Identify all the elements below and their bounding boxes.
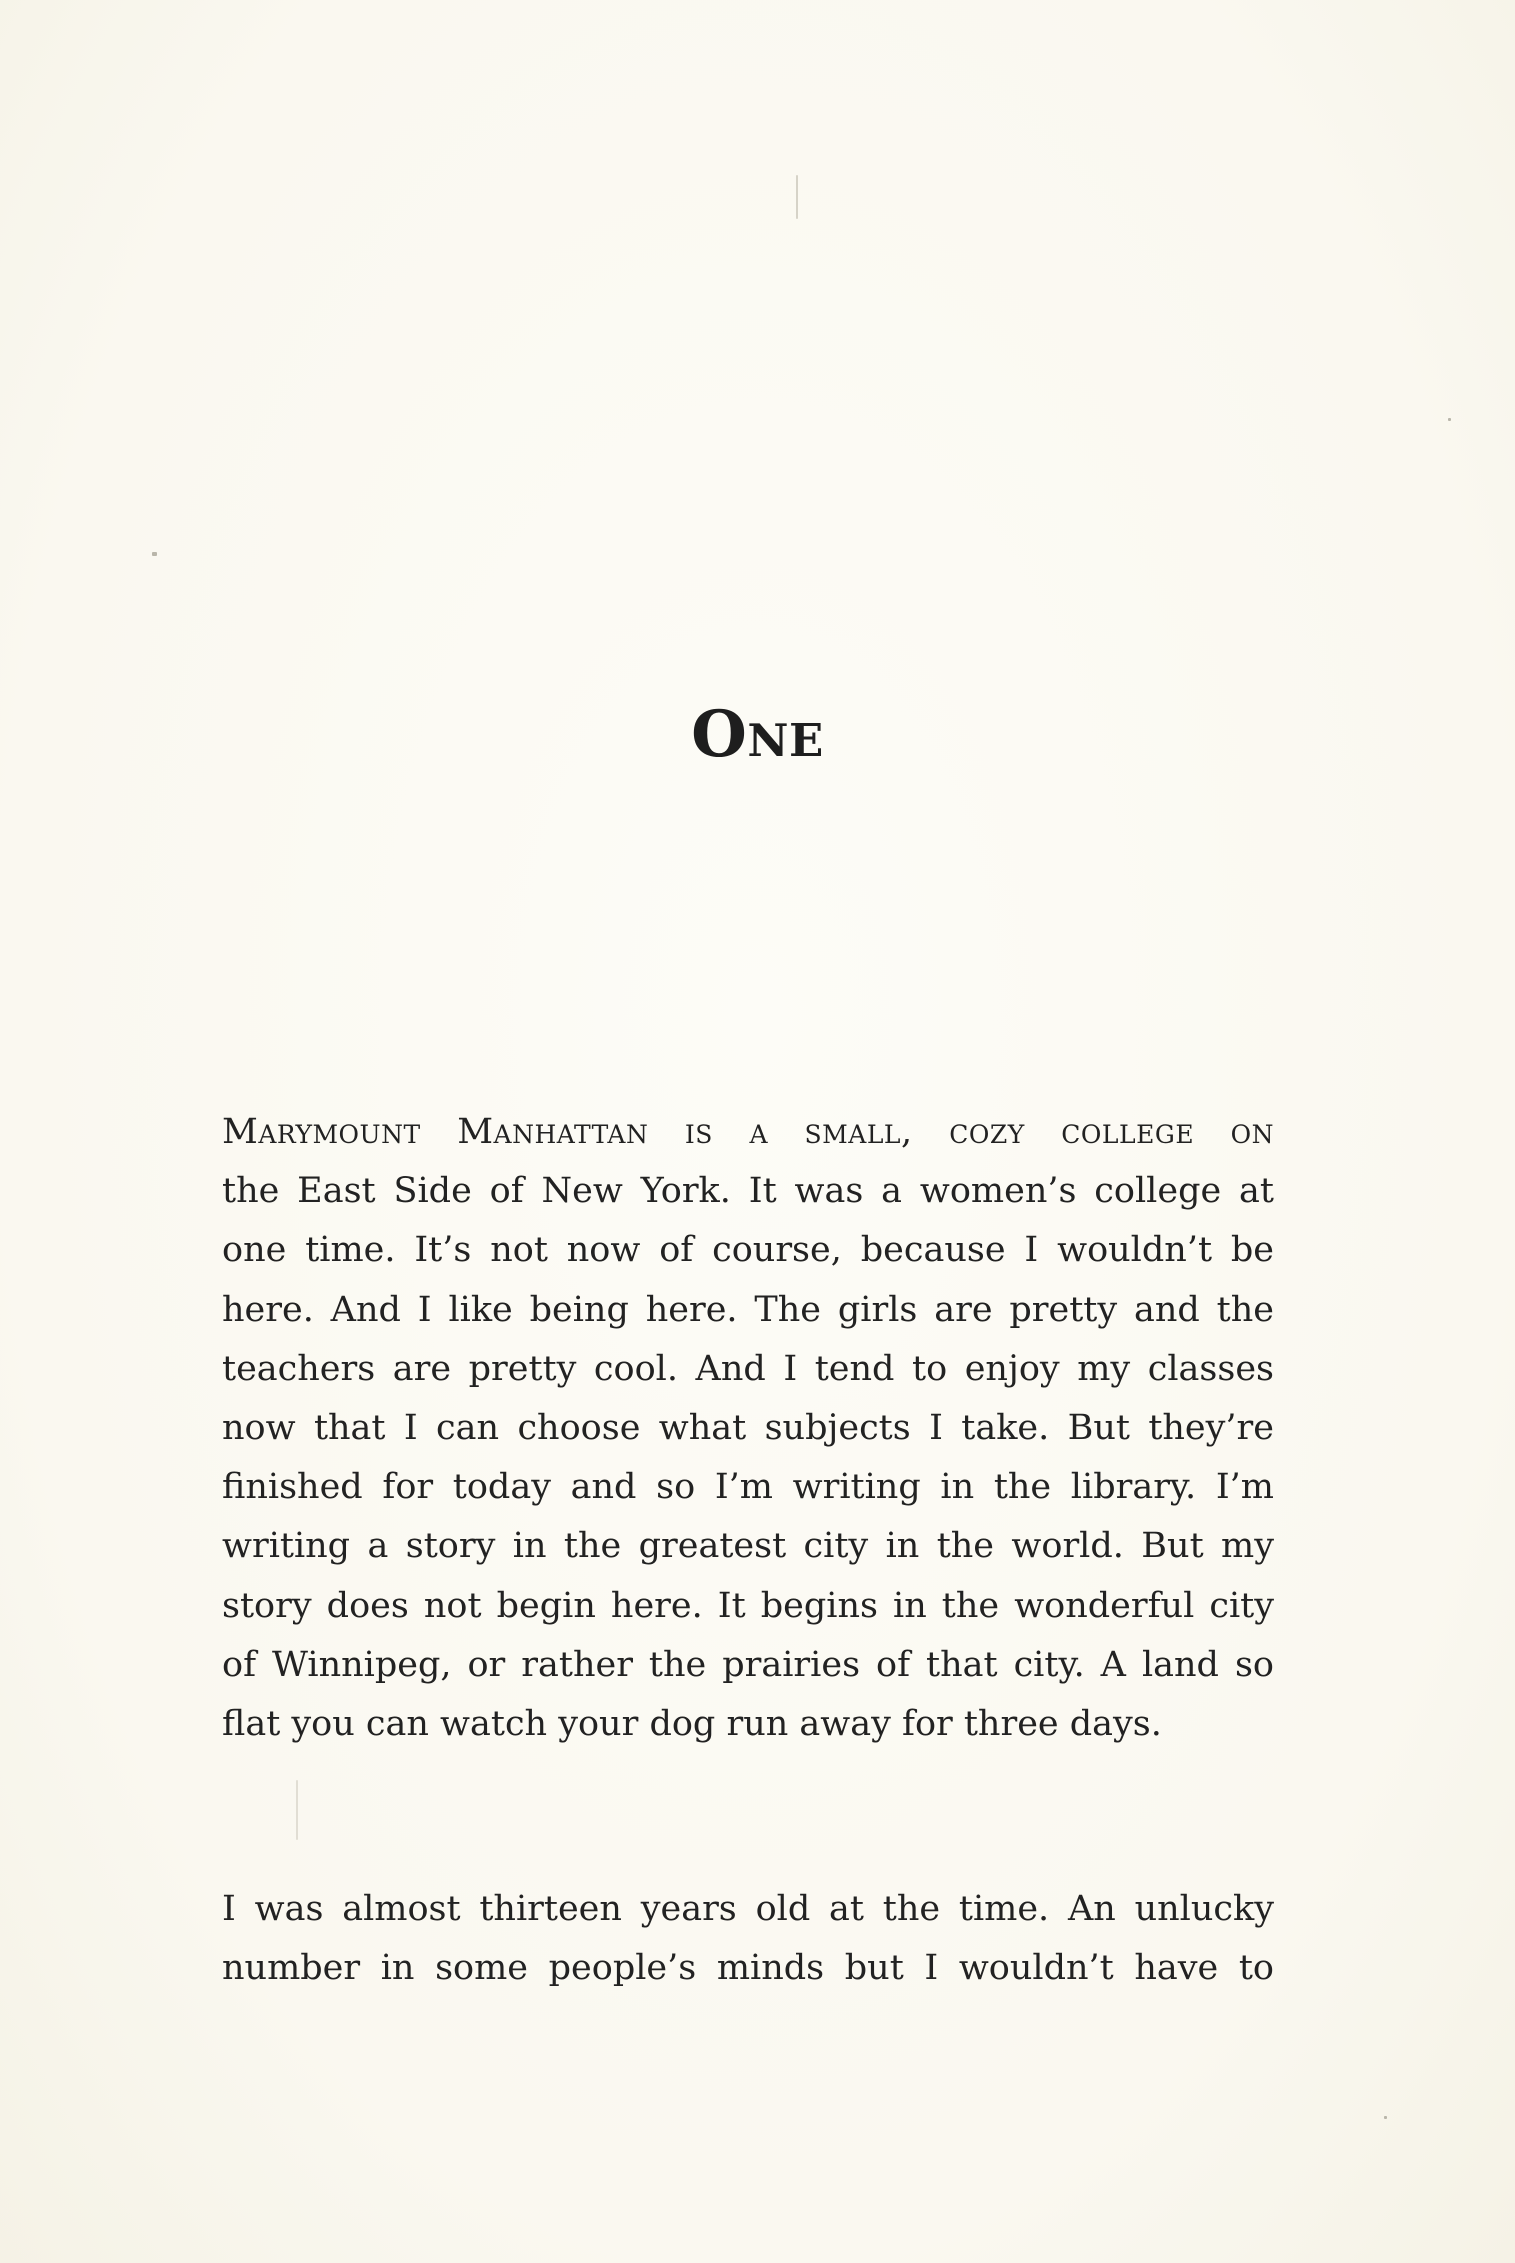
page-speck	[152, 552, 157, 556]
text-line: of Winnipeg, or rather the prairies of that city. A land so	[222, 1644, 1274, 1685]
text-line: here. And I like being here. The girls are pretty and the	[222, 1289, 1274, 1330]
page-speck	[1384, 2116, 1387, 2119]
page-speck	[296, 1780, 298, 1840]
text-line: flat you can watch your dog run away for three days.	[222, 1704, 1162, 1745]
text-line: writing a story in the greatest city in the world. But my	[222, 1526, 1274, 1567]
page-speck	[1448, 418, 1451, 421]
text-line: Marymount Manhattan is a small, cozy college on	[222, 1112, 1274, 1152]
chapter-title-text: One	[691, 696, 824, 772]
text-line: number in some people’s minds but I wouldn’t have to	[222, 1948, 1274, 1989]
chapter-title	[0, 696, 1515, 772]
text-line: now that I can choose what subjects I take. But they’re	[222, 1408, 1274, 1449]
text-line: the East Side of New York. It was a women’s college at	[222, 1171, 1274, 1212]
page-speck	[796, 175, 798, 219]
body-paragraph	[222, 1103, 1274, 1754]
text-line: teachers are pretty cool. And I tend to enjoy my classes	[222, 1348, 1274, 1389]
text-line: I was almost thirteen years old at the time. An unlucky	[222, 1889, 1274, 1929]
text-line: one time. It’s not now of course, because I wouldn’t be	[222, 1230, 1274, 1271]
text-line: finished for today and so I’m writing in the library. I’m	[222, 1467, 1274, 1508]
text-line: story does not begin here. It begins in the wonderful city	[222, 1585, 1274, 1626]
body-paragraph	[222, 1880, 1274, 1998]
